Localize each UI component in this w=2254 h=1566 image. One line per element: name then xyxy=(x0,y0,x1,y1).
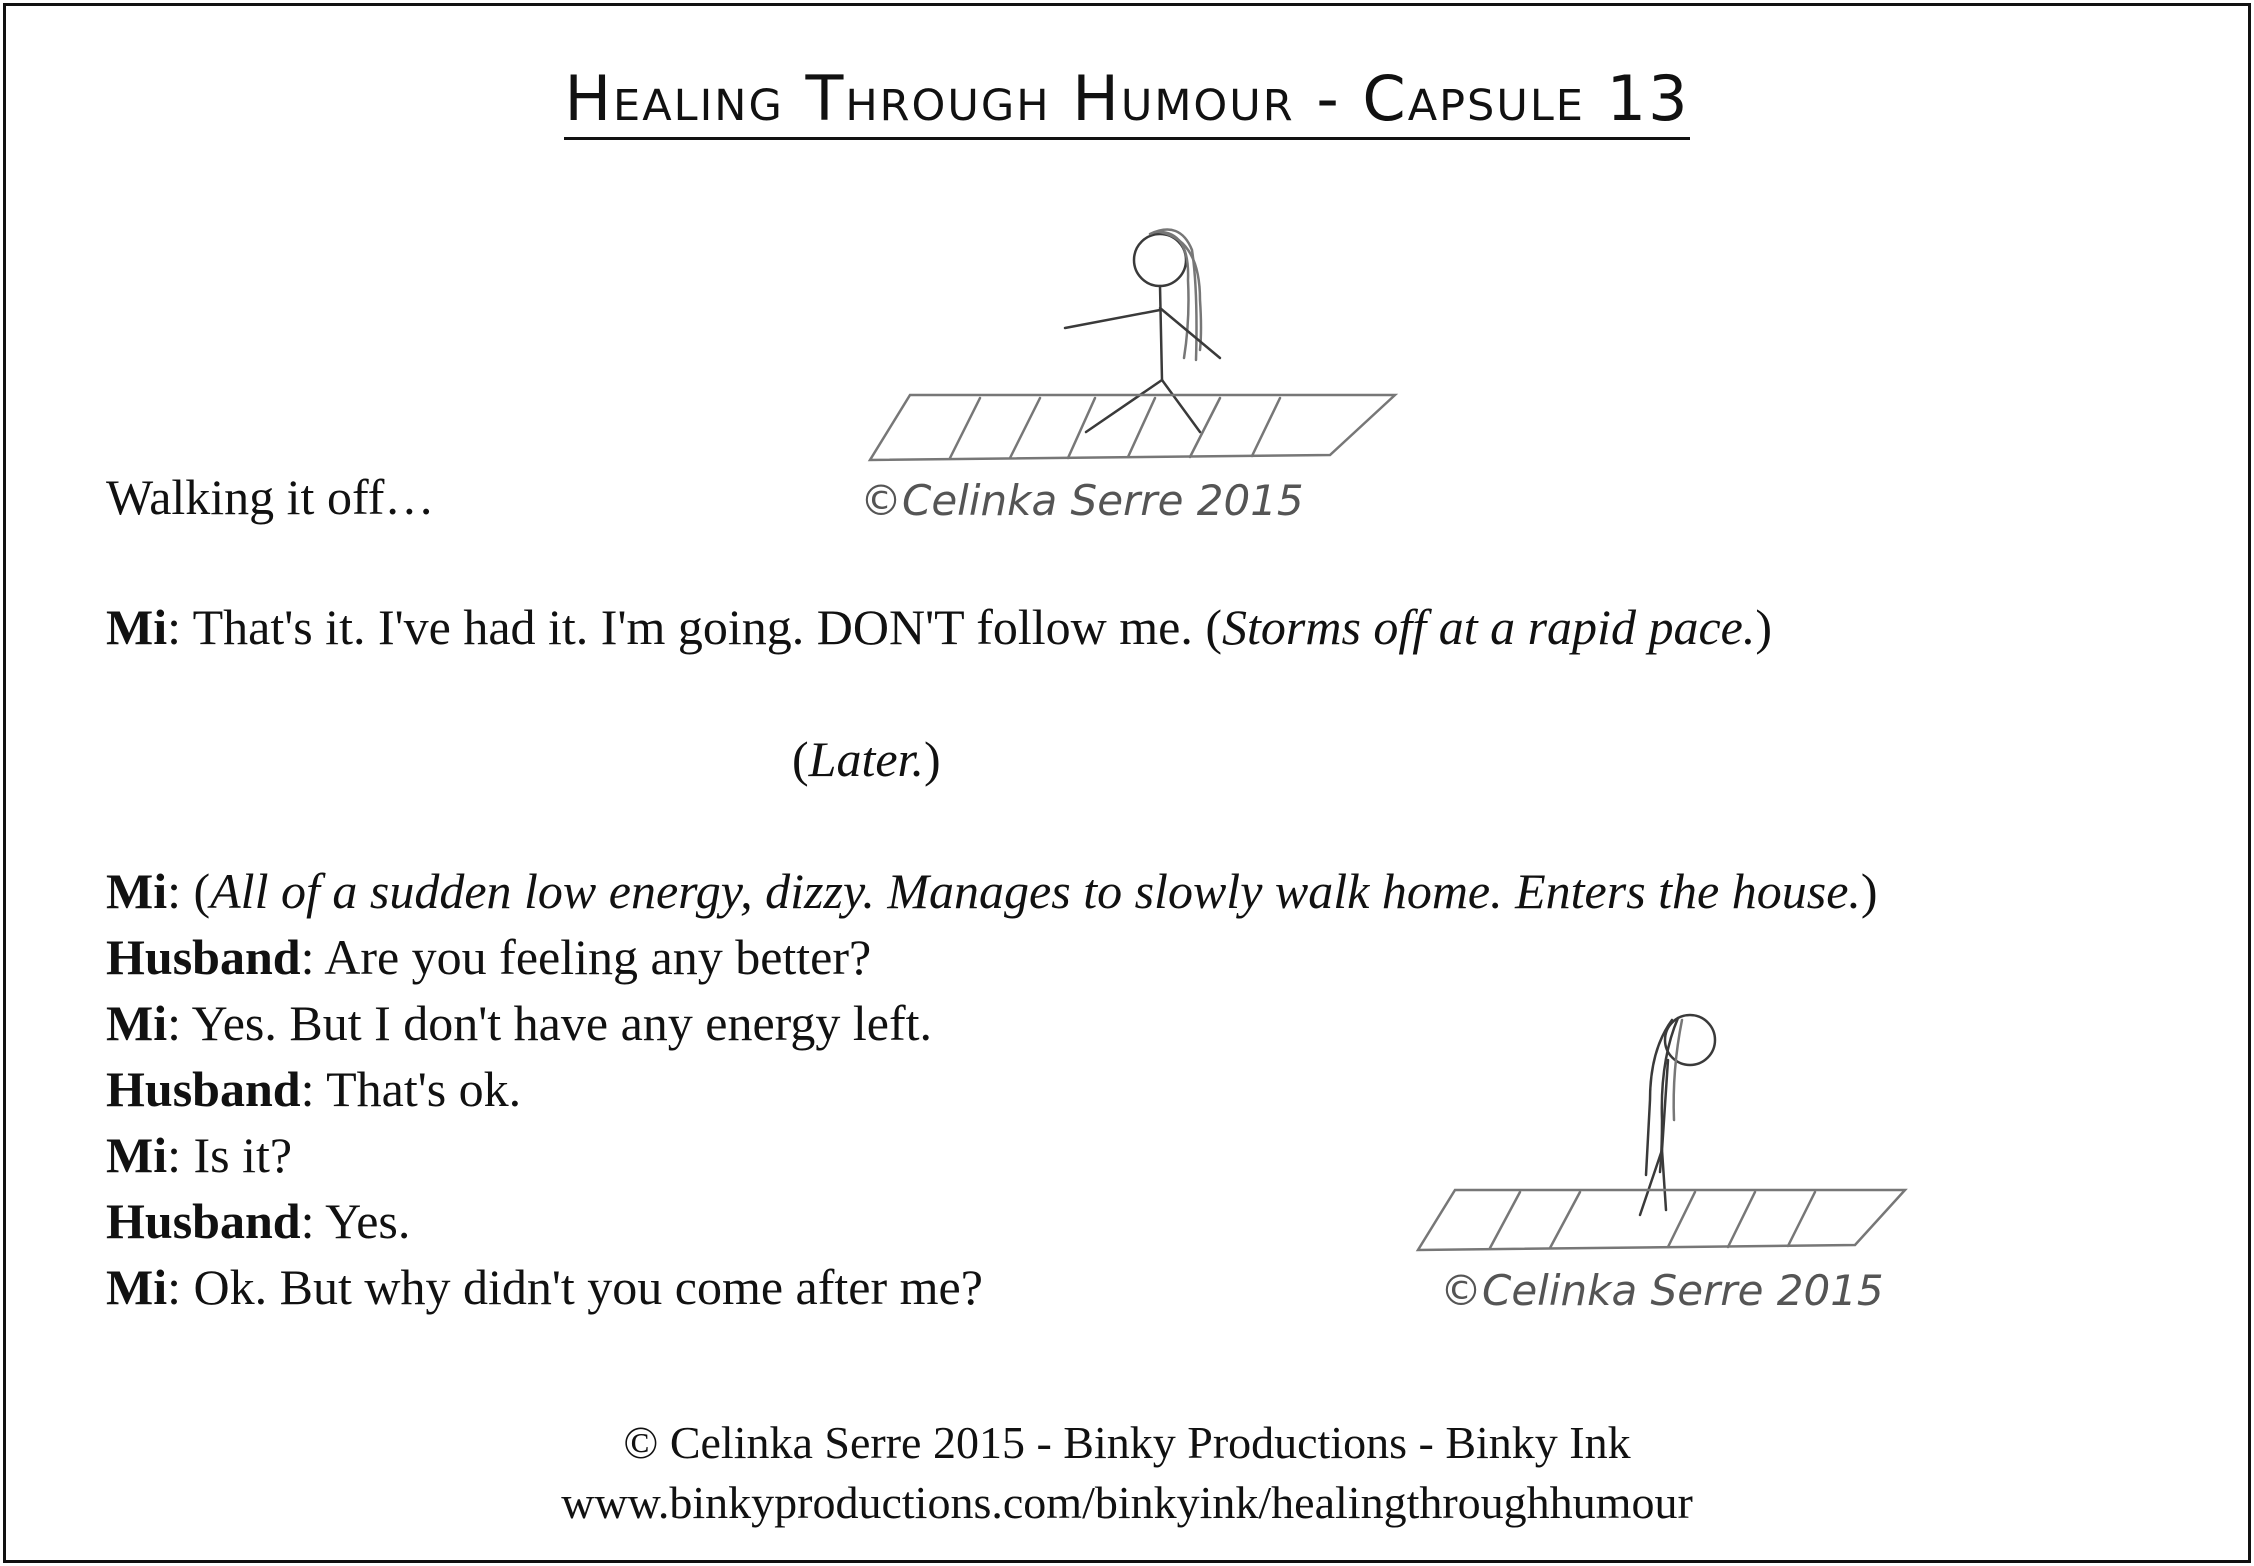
line-tail: ) xyxy=(1755,599,1772,655)
paren-close: ) xyxy=(923,731,941,787)
separator: : xyxy=(167,599,193,655)
figure-hair-strand xyxy=(1674,1020,1682,1120)
separator: : xyxy=(167,1127,194,1183)
speaker-name: Husband xyxy=(106,929,301,985)
crosswalk-stripe xyxy=(950,398,980,458)
separator: : xyxy=(300,1061,327,1117)
line-text: Are you feeling any better? xyxy=(324,929,872,985)
crosswalk-outline xyxy=(870,395,1395,460)
separator: : xyxy=(300,1193,326,1249)
dialogue-line xyxy=(106,1060,521,1118)
crosswalk-stripe xyxy=(1010,398,1040,458)
intro-text: Walking it off… xyxy=(106,469,435,525)
speaker-name: Mi xyxy=(106,1259,168,1315)
stage-direction: Later. xyxy=(808,731,924,787)
sketch-credit-top: ©Celinka Serre 2015 xyxy=(860,476,1304,525)
copyright-line: © Celinka Serre 2015 - Binky Productions - Binky Ink xyxy=(623,1417,1631,1468)
figure-hair xyxy=(1646,1020,1672,1175)
crosswalk-stripe xyxy=(1668,1192,1695,1247)
crosswalk-outline xyxy=(1418,1190,1905,1250)
dialogue-line xyxy=(106,1258,983,1316)
figure-body xyxy=(1160,286,1162,380)
dialogue-line xyxy=(106,1126,292,1184)
dialogue-line xyxy=(106,928,871,986)
figure-leg-right xyxy=(1162,380,1200,432)
line-text: Yes. xyxy=(325,1193,411,1249)
crosswalk-stripe xyxy=(1788,1192,1815,1246)
crosswalk-stripe xyxy=(1252,398,1280,456)
figure-arm-right xyxy=(1160,308,1220,358)
speaker-name: Mi xyxy=(106,1127,168,1183)
crosswalk-stripe xyxy=(1190,398,1220,457)
figure-head xyxy=(1134,234,1186,286)
line-text: That's ok. xyxy=(326,1061,522,1117)
figure-arm-left xyxy=(1065,310,1160,328)
website-url: www.binkyproductions.com/binkyink/healingthroughhumour xyxy=(561,1477,1693,1528)
speaker-name: Mi xyxy=(106,995,168,1051)
stage-direction: All of a sudden low energy, dizzy. Manages to slowly walk home. Enters the house. xyxy=(210,863,1861,919)
page-title xyxy=(0,62,2254,135)
paren-open: ( xyxy=(792,731,809,787)
crosswalk-stripe xyxy=(1128,398,1155,457)
stage-direction: Storms off at a rapid pace. xyxy=(1222,599,1756,655)
crosswalk-stripe xyxy=(1728,1192,1755,1247)
line-text: That's it. I've had it. I'm going. DON'T follow me. ( xyxy=(192,599,1222,655)
dialogue-line xyxy=(106,1192,410,1250)
line-text: Ok. But why didn't you come after me? xyxy=(193,1259,983,1315)
title-text: Healing Through Humour - Capsule 13 xyxy=(564,62,1689,140)
line-text: Yes. But I don't have any energy left. xyxy=(191,995,933,1051)
separator: : xyxy=(300,929,325,985)
separator: : xyxy=(167,995,192,1051)
walking-figure-illustration xyxy=(860,210,1420,550)
speaker-name: Husband xyxy=(106,1061,301,1117)
sketch-credit-bottom: ©Celinka Serre 2015 xyxy=(1440,1266,1884,1315)
dialogue-line xyxy=(106,994,932,1052)
tired-figure-illustration xyxy=(1410,1000,1930,1320)
speaker-name: Mi xyxy=(106,599,168,655)
figure-head xyxy=(1665,1015,1715,1065)
figure-leg xyxy=(1662,1150,1666,1210)
crosswalk-stripe xyxy=(1550,1192,1580,1248)
speaker-name: Mi xyxy=(106,863,168,919)
line-text: Is it? xyxy=(193,1127,293,1183)
dialogue-line xyxy=(106,598,1772,656)
line-tail: ) xyxy=(1860,863,1878,919)
crosswalk-stripe xyxy=(1490,1192,1520,1248)
separator: : ( xyxy=(167,863,211,919)
dialogue-line xyxy=(106,862,1878,920)
later-direction xyxy=(792,730,941,788)
separator: : xyxy=(167,1259,194,1315)
speaker-name: Husband xyxy=(106,1193,301,1249)
